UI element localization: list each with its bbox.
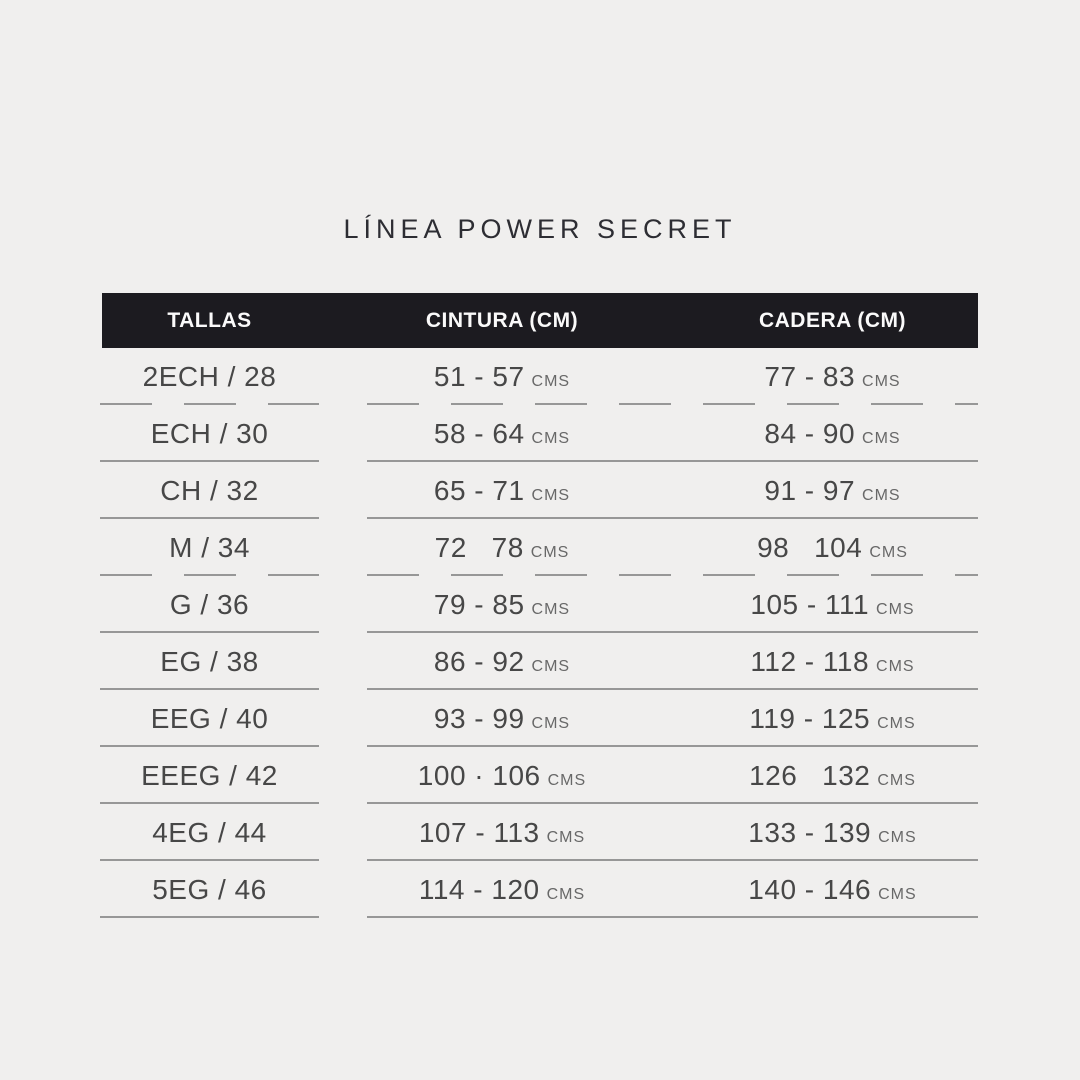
unit-label: CMS [531, 657, 571, 675]
cadera-cell [687, 760, 978, 792]
cintura-range: 65 - 71 [433, 474, 525, 506]
cintura-range: 86 - 92 [433, 645, 525, 677]
row-divider [367, 916, 978, 918]
cadera-cell [687, 703, 978, 735]
table-row [102, 804, 978, 861]
cintura-range: 114 - 120 [418, 873, 540, 905]
cadera-range: 140 - 146 [748, 873, 872, 905]
cadera-cell [687, 874, 978, 906]
unit-label: CMS [876, 600, 915, 618]
unit-label: CMS [531, 600, 571, 618]
cadera-cell [687, 475, 978, 507]
cadera-cell [687, 646, 978, 678]
unit-label: CMS [531, 714, 571, 732]
talla-value: 4EG / 44 [152, 816, 267, 848]
talla-value: G / 36 [169, 588, 250, 620]
header-cintura: CINTURA (CM) [425, 308, 579, 332]
cadera-cell [687, 361, 978, 393]
table-row [102, 861, 978, 918]
cintura-cell [317, 418, 687, 450]
table-header [102, 293, 978, 348]
cintura-cell [317, 874, 687, 906]
table-row [102, 405, 978, 462]
unit-label: CMS [869, 543, 908, 561]
unit-label: CMS [546, 828, 586, 846]
talla-value: 2ECH / 28 [142, 360, 277, 392]
cintura-cell [317, 646, 687, 678]
talla-value: EEG / 40 [150, 702, 269, 734]
cintura-range: 58 - 64 [433, 417, 525, 449]
talla-value: EEEG / 42 [141, 759, 278, 791]
cintura-cell [317, 817, 687, 849]
unit-label: CMS [862, 486, 901, 504]
unit-label: CMS [547, 771, 587, 789]
row-divider [100, 916, 319, 918]
header-tallas: TALLAS [167, 308, 252, 332]
unit-label: CMS [530, 543, 570, 561]
unit-label: CMS [531, 486, 571, 504]
cintura-cell [317, 760, 687, 792]
unit-label: CMS [862, 372, 901, 390]
talla-value: ECH / 30 [150, 417, 269, 449]
unit-label: CMS [862, 429, 901, 447]
cadera-range: 133 - 139 [748, 816, 872, 848]
table-row [102, 519, 978, 576]
header-cadera: CADERA (CM) [758, 308, 907, 332]
cintura-cell [317, 532, 687, 564]
unit-label: CMS [877, 714, 916, 732]
unit-label: CMS [877, 771, 916, 789]
cadera-cell [687, 532, 978, 564]
cadera-range: 126 132 [749, 759, 871, 791]
cadera-range: 105 - 111 [750, 588, 870, 620]
unit-label: CMS [878, 885, 917, 903]
unit-label: CMS [531, 372, 571, 390]
cintura-range: 79 - 85 [433, 588, 525, 620]
cintura-range: 93 - 99 [433, 702, 525, 734]
cadera-range: 98 104 [757, 531, 863, 563]
page-title: LÍNEA POWER SECRET [343, 214, 737, 244]
cintura-range: 107 - 113 [418, 816, 540, 848]
cadera-cell [687, 418, 978, 450]
table-row [102, 633, 978, 690]
size-table [102, 293, 978, 918]
table-row [102, 576, 978, 633]
cadera-range: 119 - 125 [749, 702, 871, 734]
cintura-cell [317, 703, 687, 735]
unit-label: CMS [546, 885, 586, 903]
cintura-range: 72 78 [434, 531, 524, 563]
cadera-cell [687, 817, 978, 849]
talla-value: M / 34 [169, 531, 250, 563]
cintura-cell [317, 589, 687, 621]
unit-label: CMS [531, 429, 571, 447]
cintura-range: 51 - 57 [433, 360, 525, 392]
cadera-cell [687, 589, 978, 621]
cadera-range: 84 - 90 [764, 417, 856, 449]
cadera-range: 112 - 118 [750, 645, 870, 677]
cadera-range: 77 - 83 [764, 360, 856, 392]
talla-value: CH / 32 [160, 474, 259, 506]
talla-value: 5EG / 46 [152, 873, 267, 905]
cadera-range: 91 - 97 [764, 474, 856, 506]
table-row [102, 747, 978, 804]
talla-value: EG / 38 [160, 645, 259, 677]
table-row [102, 690, 978, 747]
unit-label: CMS [878, 828, 917, 846]
table-row [102, 462, 978, 519]
unit-label: CMS [876, 657, 915, 675]
cintura-cell [317, 361, 687, 393]
table-row [102, 348, 978, 405]
cintura-range: 100 · 106 [417, 759, 541, 791]
cintura-cell [317, 475, 687, 507]
